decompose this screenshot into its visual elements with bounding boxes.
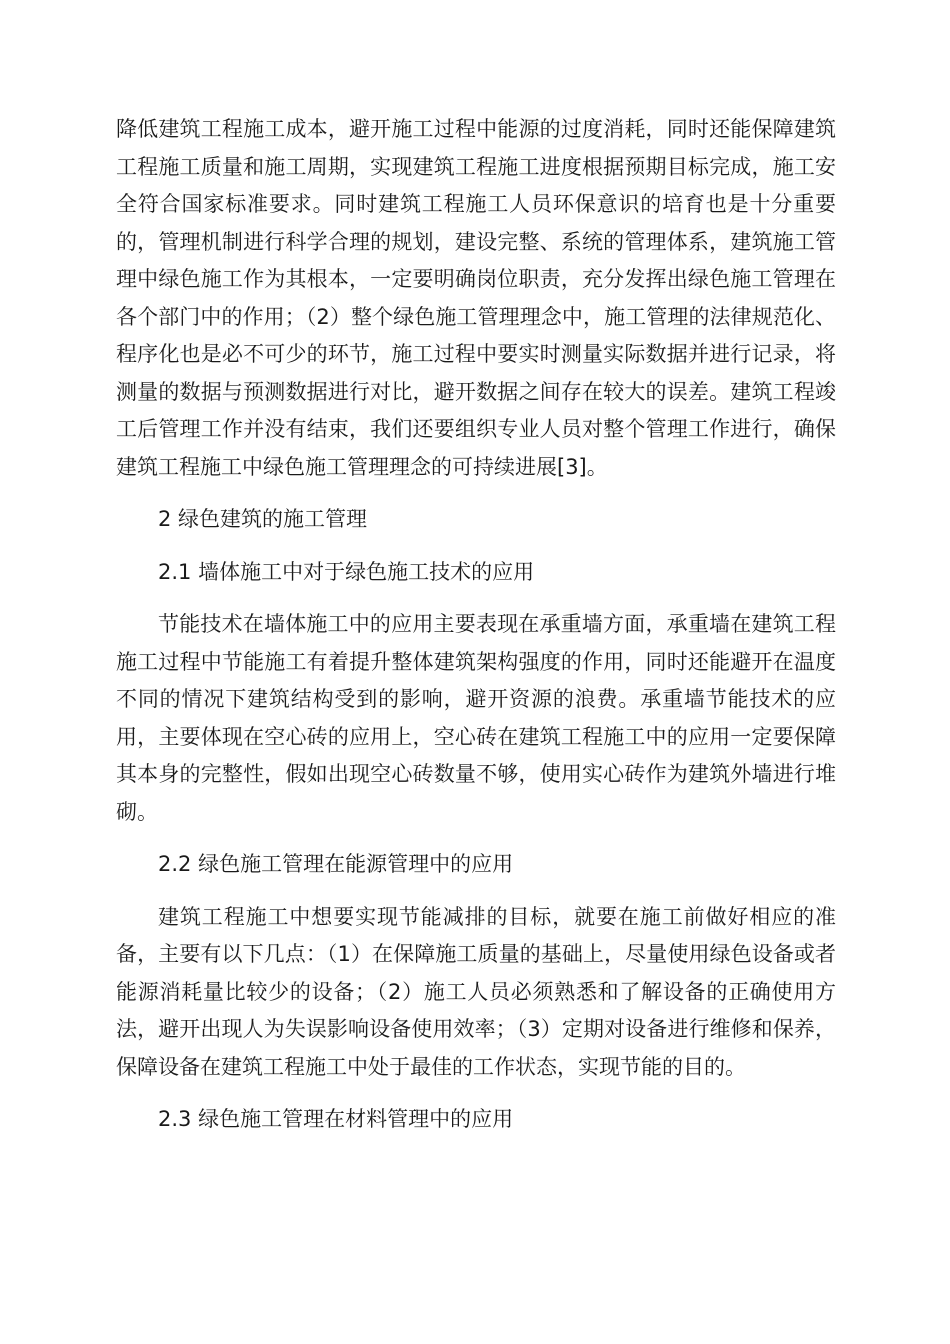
paragraph-2-2: 建筑工程施工中想要实现节能减排的目标，就要在施工前做好相应的准备，主要有以下几点：（1）在保障施工质量的基础上，尽量使用绿色设备或者能源消耗量比较少的设备；（2）施工人员必须熟悉和了解设备的正确使用方法，避开出现人为失误影响设备使用效率；（3）定期对设备进行维修和保养，保障设备在建筑工程施工中处于最佳的工作状态，实现节能的目的。 [116,904,836,1079]
subsection-heading-2-2: 2.2 绿色施工管理在能源管理中的应用 [158,852,514,876]
subsection-heading-2-3: 2.3 绿色施工管理在材料管理中的应用 [158,1107,514,1131]
document-body [116,111,836,1154]
subsection-heading-2-1: 2.1 墙体施工中对于绿色施工技术的应用 [158,559,535,584]
paragraph-continued: 降低建筑工程施工成本，避开施工过程中能源的过度消耗，同时还能保障建筑工程施工质量和施工周期，实现建筑工程施工进度根据预期目标完成，施工安全符合国家标准要求。同时建筑工程施工人员环保意识的培育也是十分重要的，管理机制进行科学合理的规划，建设完整、系统的管理体系，建筑施工管理中绿色施工作为其根本，一定要明确岗位职责，充分发挥出绿色施工管理在各个部门中的作用；（2）整个绿色施工管理理念中，施工管理的法律规范化、程序化也是必不可少的环节，施工过程中要实时测量实际数据并进行记录，将测量的数据与预测数据进行对比，避开数据之间存在较大的误差。建筑工程竣工后管理工作并没有结束，我们还要组织专业人员对整个管理工作进行，确保建筑工程施工中绿色施工管理理念的可持续进展[3]。 [116,117,836,479]
section-heading-2: 2 绿色建筑的施工管理 [158,507,368,531]
paragraph-2-1: 节能技术在墙体施工中的应用主要表现在承重墙方面，承重墙在建筑工程施工过程中节能施工有着提升整体建筑架构强度的作用，同时还能避开在温度不同的情况下建筑结构受到的影响，避开资源的浪费。承重墙节能技术的应用，主要体现在空心砖的应用上，空心砖在建筑工程施工中的应用一定要保障其本身的完整性，假如出现空心砖数量不够，使用实心砖作为建筑外墙进行堆砌。 [116,612,836,824]
